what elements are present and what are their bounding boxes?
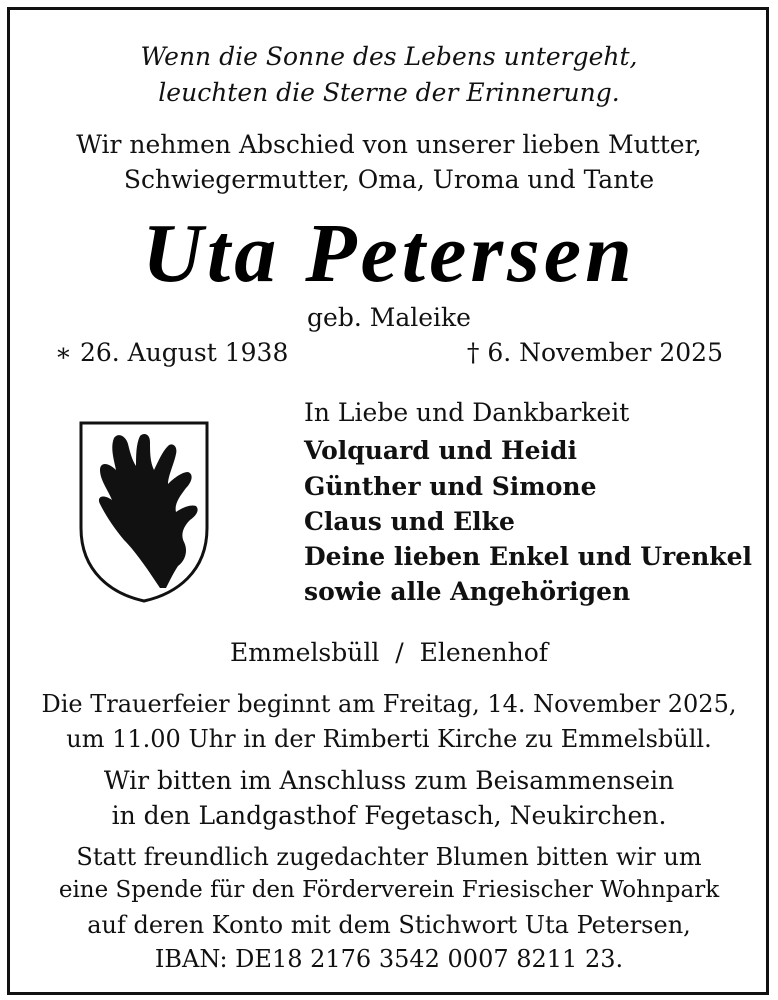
ceremony-line-1: Die Trauerfeier beginnt am Freitag, 14. November 2025, [41,690,737,718]
birth-date: ∗ 26. August 1938 [55,338,289,367]
mourner-3: Claus und Elke [304,507,515,536]
motto-line-1: Wenn die Sonne des Lebens untergeht, [140,42,638,71]
mourner-5: sowie alle Angehörigen [304,577,631,606]
gathering-line-2: in den Landgasthof Fegetasch, Neukirchen. [111,801,667,830]
mourner-2: Günther und Simone [304,472,597,501]
mourner-1: Volquard und Heidi [304,436,578,465]
deceased-name: Uta Petersen [142,207,636,300]
places: Emmelsbüll / Elenenhof [229,638,549,667]
motto-line-2: leuchten die Sterne der Erinnerung. [158,78,620,107]
maiden-name: geb. Maleike [307,303,471,332]
intro-line-2: Schwiegermutter, Oma, Uroma und Tante [123,165,655,194]
intro-line-1: Wir nehmen Abschied von unserer lieben Mutter, [76,130,702,159]
donation-line-2: eine Spende für den Förderverein Friesischer Wohnpark [58,877,720,903]
coat-of-arms-shield-icon [78,420,210,604]
mourners-heading: In Liebe und Dankbarkeit [304,398,630,427]
donation-line-3: auf deren Konto mit dem Stichwort Uta Petersen, [87,911,691,939]
donation-line-1: Statt freundlich zugedachter Blumen bitten wir um [76,843,702,871]
gathering-line-1: Wir bitten im Anschluss zum Beisammensein [103,766,675,795]
ceremony-line-2: um 11.00 Uhr in der Rimberti Kirche zu Emmelsbüll. [66,725,712,753]
donation-line-4: IBAN: DE18 2176 3542 0007 8211 23. [154,945,624,973]
mourner-4: Deine lieben Enkel und Urenkel [304,542,753,571]
death-date: † 6. November 2025 [466,338,723,367]
